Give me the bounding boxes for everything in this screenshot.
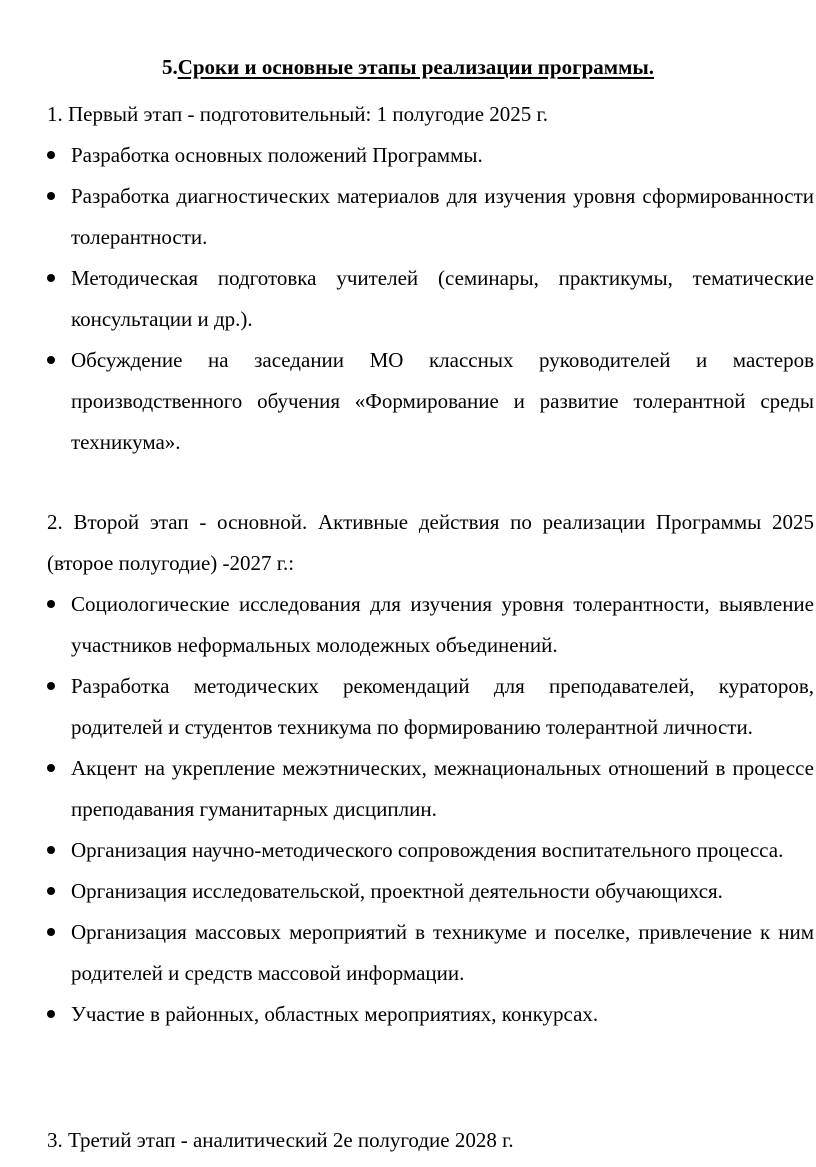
stage-2-heading: 2. Второй этап - основной. Активные действия по реализации Программы 2025 (второе полугодие) -2027 г.: — [47, 510, 814, 575]
list-item — [0, 994, 814, 1035]
list-item-text: Обсуждение на заседании МО классных руководителей и мастеров производственного обучения «Формирование и развитие толерантной среды техникума». — [71, 348, 814, 454]
bullet-icon — [47, 887, 55, 895]
list-item — [0, 912, 814, 994]
list-item — [0, 135, 814, 176]
list-item — [0, 748, 814, 830]
stage-1-heading: 1. Первый этап - подготовительный: 1 полугодие 2025 г. — [47, 102, 549, 126]
section-number: 5. — [161, 55, 178, 79]
list-item-text: Разработка основных положений Программы. — [71, 143, 483, 167]
list-item-text: Организация массовых мероприятий в техникуме и поселке, привлечение к ним родителей и средств массовой информации. — [71, 920, 814, 985]
bullet-icon — [47, 600, 55, 608]
list-item — [0, 666, 814, 748]
stage-1-list — [0, 135, 816, 463]
bullet-icon — [47, 682, 55, 690]
bullet-icon — [47, 192, 55, 200]
bullet-icon — [47, 151, 55, 159]
list-item — [0, 176, 814, 258]
section-title — [0, 54, 816, 80]
bullet-icon — [47, 764, 55, 772]
list-item-text: Организация научно-методического сопровождения воспитательного процесса. — [71, 838, 784, 862]
list-item — [0, 871, 814, 912]
list-item — [0, 830, 814, 871]
stage-3-heading: 3. Третий этап - аналитический 2е полугодие 2028 г. — [47, 1128, 514, 1152]
list-item — [0, 340, 814, 463]
list-item-text: Участие в районных, областных мероприятиях, конкурсах. — [71, 1002, 599, 1026]
list-item-text: Организация исследовательской, проектной деятельности обучающихся. — [71, 879, 723, 903]
list-item-text: Социологические исследования для изучения уровня толерантности, выявление участников неформальных молодежных объединений. — [71, 592, 814, 657]
bullet-icon — [47, 846, 55, 854]
list-item-text: Акцент на укрепление межэтнических, межнациональных отношений в процессе преподавания гуманитарных дисциплин. — [71, 756, 814, 821]
list-item-text: Методическая подготовка учителей (семинары, практикумы, тематические консультации и др.). — [71, 266, 814, 331]
stage-2-list — [0, 584, 816, 1035]
section-title-text: Сроки и основные этапы реализации программы. — [177, 55, 655, 79]
list-item-text: Разработка методических рекомендаций для преподавателей, кураторов, родителей и студентов техникума по формированию толерантной личности. — [71, 674, 814, 739]
bullet-icon — [47, 1010, 55, 1018]
list-item-text: Разработка диагностических материалов для изучения уровня сформированности толерантности. — [71, 184, 814, 249]
bullet-icon — [47, 274, 55, 282]
bullet-icon — [47, 356, 55, 364]
list-item — [0, 584, 814, 666]
bullet-icon — [47, 928, 55, 936]
list-item — [0, 258, 814, 340]
